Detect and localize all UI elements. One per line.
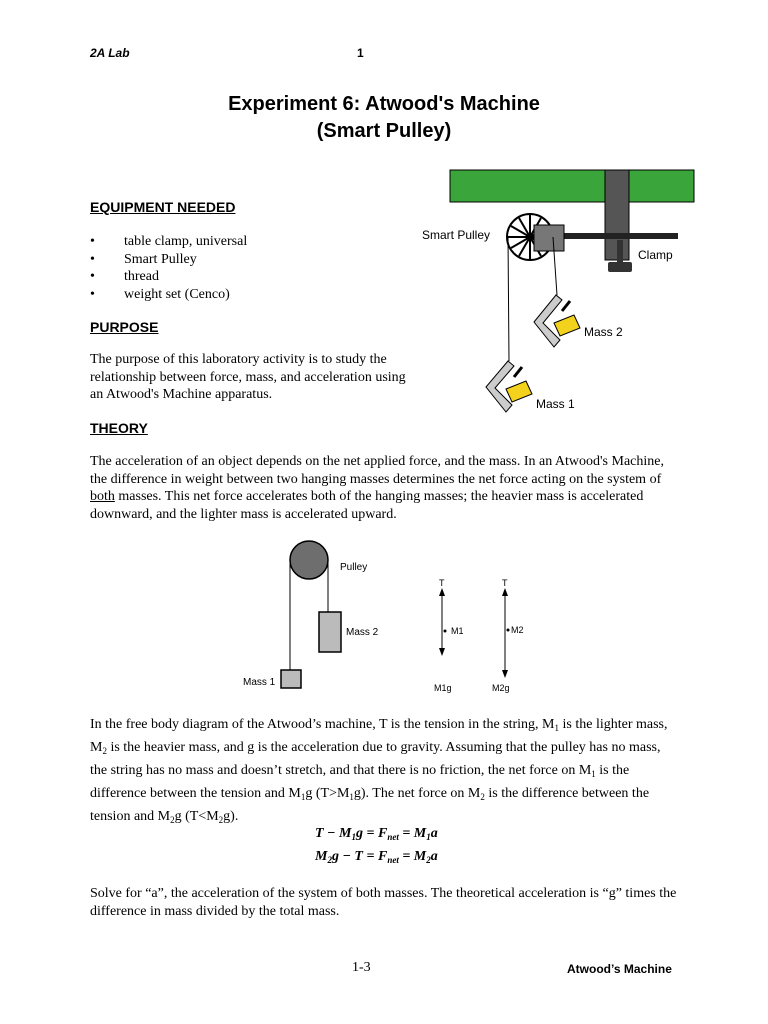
fbd-mass-1-label: Mass 1 xyxy=(243,677,276,688)
clamp-rod xyxy=(558,233,678,239)
purpose-heading: PURPOSE xyxy=(90,319,159,335)
mass-1-label: Mass 1 xyxy=(536,397,575,411)
clamp-knob xyxy=(608,262,632,272)
fbd-m2-point xyxy=(507,629,510,632)
mass-2-hanger xyxy=(534,295,580,347)
equipment-heading: EQUIPMENT NEEDED xyxy=(90,199,236,215)
mass-2-label: Mass 2 xyxy=(584,325,623,339)
list-item: • thread xyxy=(90,268,247,286)
clamp-screw xyxy=(617,240,623,262)
fbd-m2-arrow-down xyxy=(502,670,508,678)
theory-paragraph-1: The acceleration of an object depends on the net applied force, and the mass. In an Atwood's Machine, the difference in weight between two hanging masses determines the net force acting on the system of both masses. This net force accelerates both of the hanging masses; the heavier mass is accelerated downward, and the lighter mass is accelerated upward. xyxy=(90,454,664,522)
fbd-m1-arrow-up xyxy=(439,588,445,596)
equipment-list xyxy=(90,233,247,303)
fbd-t1-label: T xyxy=(439,578,445,588)
list-item: • table clamp, universal xyxy=(90,233,247,251)
smart-pulley-label: Smart Pulley xyxy=(422,228,491,242)
page-subtitle: (Smart Pulley) xyxy=(316,120,452,142)
footer-title: Atwood’s Machine xyxy=(567,962,672,976)
fbd-pulley-label: Pulley xyxy=(340,562,368,573)
theory-paragraph-2: In the free body diagram of the Atwood’s machine, T is the tension in the string, $M_1$ is the lighter mass, $M_2$ is the heavier mass, and g is the acceleration due to gravity. Assuming that the pulley has no mass, the string has no mass and doesn’t stretch, and that there is no friction, the net force on $M_1$ is the difference between the tension and $M_1g$ $(T>M_1g)$. The net force on $M_2$ is the difference between the tension and $M_2g$ $(T<M_2g)$. xyxy=(90,717,668,825)
table-top xyxy=(450,170,694,202)
fbd-m2g-label: M2g xyxy=(492,683,510,693)
fbd-t2-label: T xyxy=(502,578,508,588)
equation-1: $T - M_1g = F_{net} = M_1a$ xyxy=(315,826,438,842)
fbd-m1-point xyxy=(444,630,447,633)
equation-2: $M_2g - T = F_{net} = M_2a$ xyxy=(315,849,438,865)
emphasis-both: both xyxy=(90,489,115,504)
fbd-mass-1 xyxy=(281,670,301,688)
purpose-paragraph: The purpose of this laboratory activity is to study the relationship between force, mass, and acceleration using an Atwood's Machine apparatus. xyxy=(90,352,406,402)
fbd-m2-label: M2 xyxy=(511,625,524,635)
fbd-mass-2-label: Mass 2 xyxy=(346,627,379,638)
fbd-m1-label: M1 xyxy=(451,626,464,636)
string-left xyxy=(508,237,509,361)
fbd-m1g-label: M1g xyxy=(434,683,452,693)
smart-pulley-housing xyxy=(534,225,564,251)
clamp-label: Clamp xyxy=(638,248,673,262)
fbd-mass-2 xyxy=(319,612,341,652)
fbd-pulley xyxy=(290,541,328,579)
theory-paragraph-3: Solve for “a”, the acceleration of the system of both masses. The theoretical acceleration is “g” times the difference in mass divided by the total mass. xyxy=(90,886,677,919)
header-left: 2A Lab xyxy=(90,46,130,60)
free-body-diagram xyxy=(235,530,535,700)
footer-page-number: 1-3 xyxy=(352,960,371,975)
list-item: • weight set (Cenco) xyxy=(90,286,247,304)
mass-1-hanger xyxy=(486,361,532,412)
fbd-m2-arrow-up xyxy=(502,588,508,596)
theory-heading: THEORY xyxy=(90,420,148,436)
fbd-m1-arrow-down xyxy=(439,648,445,656)
list-item: • Smart Pulley xyxy=(90,251,247,269)
apparatus-diagram xyxy=(410,165,700,415)
page-title: Experiment 6: Atwood's Machine xyxy=(228,93,540,115)
header-page-number: 1 xyxy=(357,46,364,60)
